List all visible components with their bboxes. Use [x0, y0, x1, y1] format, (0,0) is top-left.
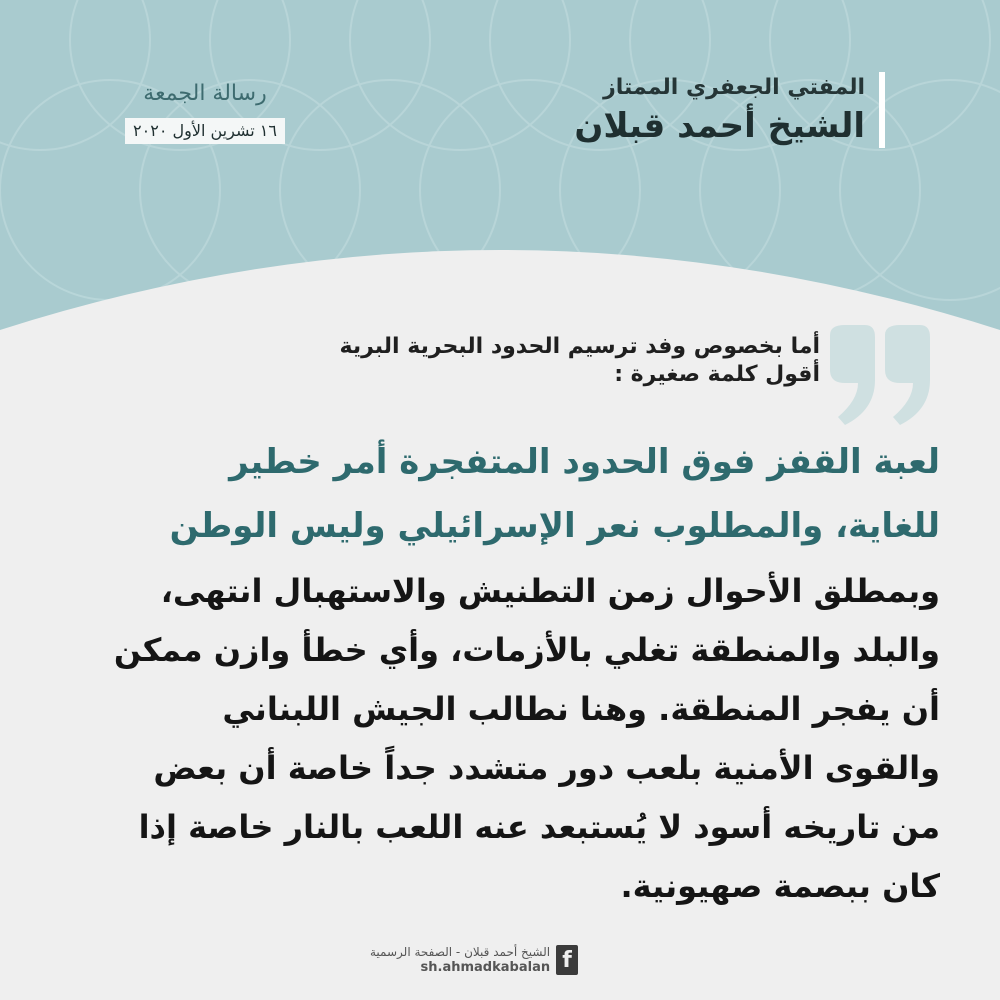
- body-line-5: من تاريخه أسود لا يُستبعد عنه اللعب بالنار خاصة إذا: [138, 808, 940, 846]
- friday-message-block: [105, 78, 305, 144]
- intro-line-1: أما بخصوص وفد ترسيم الحدود البحرية البرية: [339, 334, 820, 359]
- highlight-text: [60, 430, 940, 558]
- intro-text: [340, 333, 821, 389]
- intro-line-2: أقول كلمة صغيرة :: [614, 362, 820, 387]
- header-band: [0, 0, 1000, 340]
- highlight-line-2: للغاية، والمطلوب نعر الإسرائيلي وليس الوطن: [169, 506, 940, 546]
- body-line-3: أن يفجر المنطقة. وهنا نطالب الجيش اللبناني: [222, 690, 940, 728]
- mufti-name: الشيخ أحمد قبلان: [574, 106, 865, 146]
- body-line-1: وبمطلق الأحوال زمن التطنيش والاستهبال انتهى،: [160, 572, 940, 610]
- header-curve: [0, 180, 1000, 340]
- message-date: ١٦ تشرين الأول ٢٠٢٠: [125, 118, 285, 144]
- body-text: [60, 562, 940, 916]
- quotation-mark-icon: [820, 325, 940, 430]
- highlight-line-1: لعبة القفز فوق الحدود المتفجرة أمر خطير: [229, 442, 940, 482]
- body-line-2: والبلد والمنطقة تغلي بالأزمات، وأي خطأ وازن ممكن: [113, 631, 940, 669]
- body-line-6: كان ببصمة صهيونية.: [620, 867, 940, 905]
- footer-text: [370, 944, 550, 976]
- body-line-4: والقوى الأمنية بلعب دور متشدد جداً خاصة أن بعض: [153, 749, 940, 787]
- mufti-title-block: [574, 72, 885, 148]
- page-name: الشيخ أحمد قبلان - الصفحة الرسمية: [370, 945, 551, 959]
- facebook-icon[interactable]: f: [556, 945, 578, 975]
- friday-message-title: رسالة الجمعة: [143, 81, 267, 106]
- footer-credit[interactable]: [370, 944, 578, 976]
- mufti-title: المفتي الجعفري الممتاز: [603, 75, 865, 100]
- page-handle: sh.ahmadkabalan: [420, 960, 551, 975]
